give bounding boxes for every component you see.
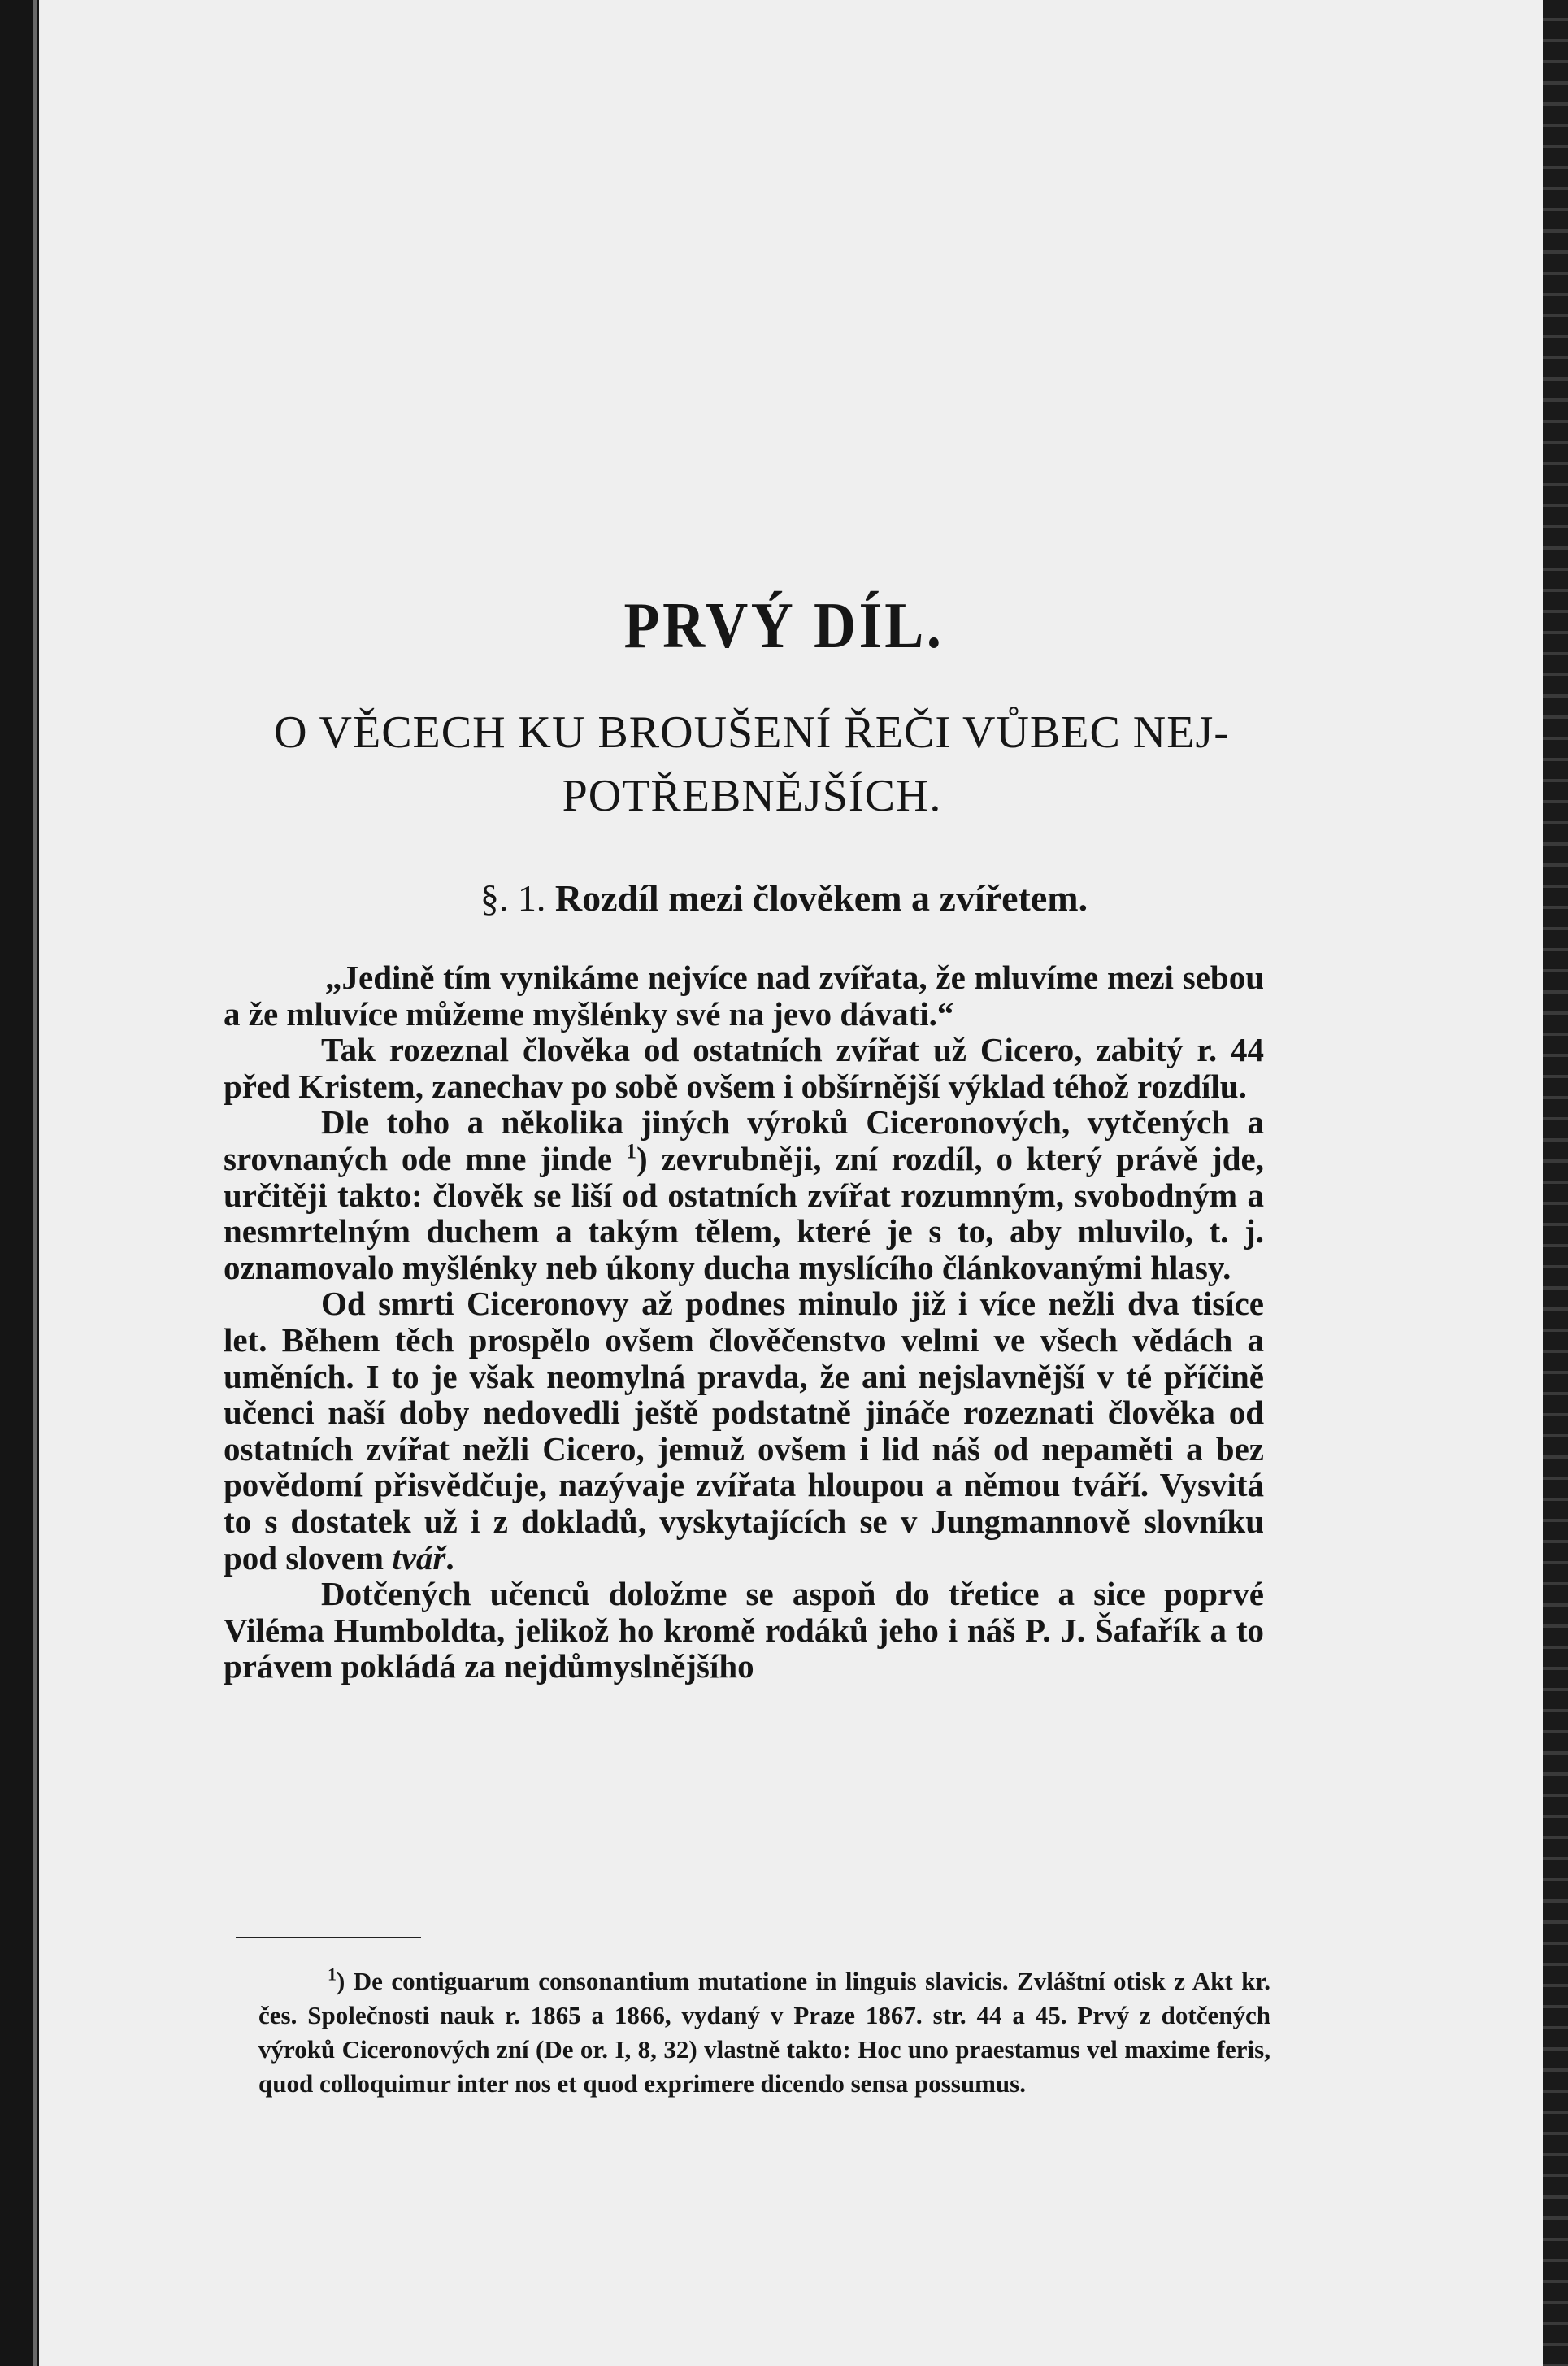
paragraph-4-start: Od smrti Ciceronovy až podnes minulo již i více nežli dva tisíce let. Během těch prospělo ovšem člověčenstvo velmi ve všech vědách a uměních. I to je však neomylná pravda, že ani nejslavnější v té příčině učenci naší doby nedovedli ještě podstatně jináče rozeznati člověka od ostatních zvířat nežli Cicero, jemuž ovšem i lid náš od nepaměti a bez povědomí přisvědčuje, nazývaje zvířata hloupou a němou tváří. Vysvitá to s dostatek už i z dokladů, vyskytajících se v Jungmannově slovníku pod slovem [224, 1285, 1264, 1577]
section-heading: Rozdíl mezi člověkem a zvířetem. [554, 877, 1088, 919]
scan-left-edge-line [33, 0, 37, 2366]
footnote-marker: 1 [328, 1964, 337, 1985]
emphasized-word: tvář [392, 1538, 446, 1577]
footnote-reference[interactable]: 1 [625, 1139, 636, 1163]
paragraph-3-start: Dle toho a několika jiných výroků Ciceronových, vytčených a srovnaných ode mne jinde [224, 1103, 1264, 1177]
paragraph-3 [224, 1104, 1264, 1285]
paragraph-4 [224, 1285, 1264, 1576]
footnote [258, 1964, 1270, 2101]
body-text [224, 959, 1264, 1685]
section-title [0, 876, 1568, 920]
chapter-title: O VĚCECH KU BROUŠENÍ ŘEČI VŮBEC NEJ-POTŘEBNĚJŠÍCH. [274, 707, 1230, 821]
paragraph-3-end: ) zevrubněji, zní rozdíl, o který právě jde, určitěji takto: člověk se liší od ostatních zvířat rozumným, svobodným a nesmrtelným duchem a takým tělem, které je s to, aby mluvilo, t. j. oznamovalo myšlénky neb úkony ducha myslícího článkovanými hlasy. [224, 1139, 1264, 1286]
footnote-body: ) De contiguarum consonantium mutatione in linguis slavicis. Zvláštní otisk z Akt kr. čes. Společnosti nauk r. 1865 a 1866, vydaný v Praze 1867. str. 44 a 45. Prvý z dotčených výroků Ciceronových zní (De or. I, 8, 32) vlastně takto: Hoc uno praestamus vel maxime feris, quod colloquimur inter nos et quod exprimere dicendo sensa possumus. [258, 1967, 1270, 2098]
paragraph-4-end: . [445, 1538, 454, 1577]
paragraph-2: Tak rozeznal člověka od ostatních zvířat už Cicero, zabitý r. 44 před Kristem, zanechav po sobě ovšem i obšírnější výklad téhož rozdílu. [224, 1031, 1264, 1105]
section-number: §. 1. [480, 877, 546, 919]
footnote-divider [236, 1937, 421, 1938]
footnote-text [258, 1964, 1270, 2101]
scan-right-edge [1543, 0, 1568, 2366]
paragraph-1: „Jedině tím vynikáme nejvíce nad zvířata, že mluvíme mezi sebou a že mluvíce můžeme myšlénky své na jevo dávati.“ [224, 959, 1264, 1033]
part-title: PRVÝ DÍL. [623, 590, 945, 662]
paragraph-5: Dotčených učenců doložme se aspoň do třetice a sice poprvé Viléma Humboldta, jelikož ho kromě rodáků jeho i náš P. J. Šafařík a to právem pokládá za nejdůmyslnějšího [224, 1575, 1264, 1685]
